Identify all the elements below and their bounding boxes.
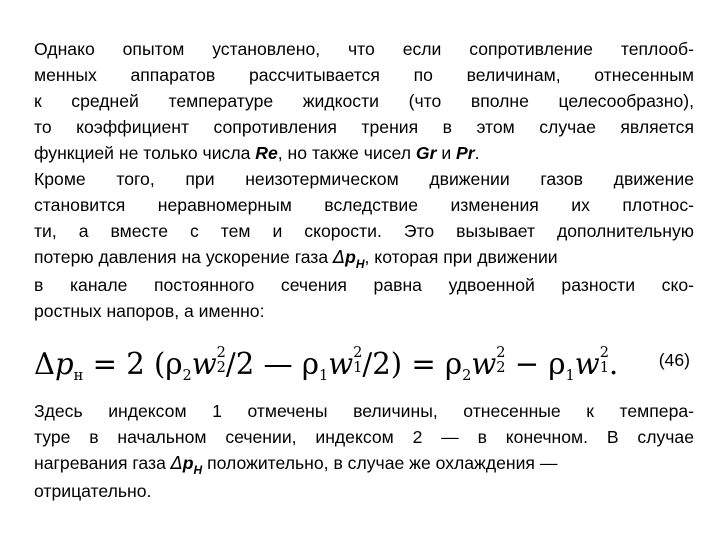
formula-rho: ρ — [165, 347, 183, 382]
equation-46 — [34, 342, 694, 392]
formula-sup: 2 — [353, 343, 363, 361]
formula-supsub — [217, 345, 226, 375]
formula-supsub — [353, 345, 362, 375]
text-line: менных аппаратов рассчитывается по величинам, отнесенным — [34, 65, 694, 85]
formula-sub: 2 — [496, 358, 506, 376]
formula-sub: 1 — [318, 366, 329, 384]
formula-sub: 2 — [216, 358, 226, 376]
text-block-top — [34, 36, 694, 324]
text-line — [34, 450, 694, 478]
text-span: , но также чисел — [277, 143, 416, 163]
formula-rho: ρ — [301, 347, 319, 382]
formula-rho: ρ — [548, 347, 566, 382]
text-line: отрицательно. — [34, 481, 152, 501]
equation-number: (46) — [658, 350, 690, 370]
text-block-bottom — [34, 398, 694, 504]
pressure-symbol: p — [345, 247, 356, 267]
text-line: Здесь индексом 1 отмечены величины, отнесенные к темпера- — [34, 401, 694, 421]
subscript-h: H — [193, 463, 203, 477]
reynolds-symbol: Re — [255, 143, 278, 163]
formula-text: − — [505, 347, 549, 382]
text-span: нагревания газа — [34, 453, 171, 473]
formula-w: w — [574, 347, 600, 382]
delta-symbol: Δ — [333, 248, 346, 268]
formula-sup: 2 — [216, 343, 226, 361]
pressure-symbol: p — [182, 453, 194, 473]
formula-sub-n: н — [73, 366, 84, 384]
text-line: ростных напоров, а именно: — [34, 301, 265, 321]
formula-text: — — [254, 347, 302, 382]
subscript-h: H — [355, 257, 365, 271]
text-line: в канале постоянного сечения равна удвоенной разности ско- — [34, 275, 694, 295]
text-span: и — [436, 143, 457, 163]
formula-text: = 2 ( — [83, 347, 166, 382]
text-line: Кроме того, при неизотермическом движении газов движение — [34, 169, 694, 189]
text-line: туре в начальном сечении, индексом 2 — в конечном. В случае — [34, 427, 694, 447]
text-span: функцией не только числа — [34, 143, 256, 163]
equation-formula — [34, 342, 618, 398]
formula-text: /2 — [225, 347, 255, 382]
formula-w: w — [328, 347, 354, 382]
formula-w: w — [191, 347, 217, 382]
formula-text: /2 — [362, 347, 391, 382]
formula-sub: 2 — [462, 366, 472, 384]
text-line — [34, 244, 694, 272]
text-line: к средней температуре жидкости (что вполне целесообразно), — [34, 91, 694, 111]
formula-sub: 1 — [565, 366, 575, 384]
formula-supsub — [496, 345, 505, 375]
grashof-symbol: Gr — [415, 143, 437, 163]
formula-sub: 2 — [182, 366, 192, 384]
formula-sup: 2 — [496, 343, 506, 361]
text-line: то коэффициент сопротивления трения в этом случае является — [34, 117, 694, 137]
formula-sub: 1 — [599, 358, 609, 376]
text-span: , которая при движении — [364, 247, 558, 267]
formula-delta: Δ — [34, 347, 56, 382]
text-line: Однако опытом установлено, что если сопротивление теплооб- — [34, 39, 694, 59]
prandtl-symbol: Pr — [456, 143, 475, 163]
delta-symbol: Δ — [170, 454, 183, 474]
text-span: потерю давления на ускорение газа — [34, 247, 334, 267]
text-line: ти, а вместе с тем и скорости. Это вызывает дополнительную — [34, 221, 694, 241]
formula-w: w — [471, 347, 497, 382]
formula-sup: 2 — [599, 343, 609, 361]
formula-text: . — [608, 347, 619, 382]
formula-sub: 1 — [353, 358, 363, 376]
text-line — [34, 140, 694, 166]
formula-text: ) — [390, 347, 403, 382]
text-span: положительно, в случае же охлаждения — — [202, 453, 558, 473]
formula-p: p — [55, 347, 74, 382]
formula-text: = — [402, 347, 445, 382]
text-line: становится неравномерным вследствие изменения их плотнос- — [34, 195, 694, 215]
formula-rho: ρ — [444, 347, 463, 382]
formula-supsub — [600, 345, 609, 375]
text-span: . — [474, 143, 480, 163]
